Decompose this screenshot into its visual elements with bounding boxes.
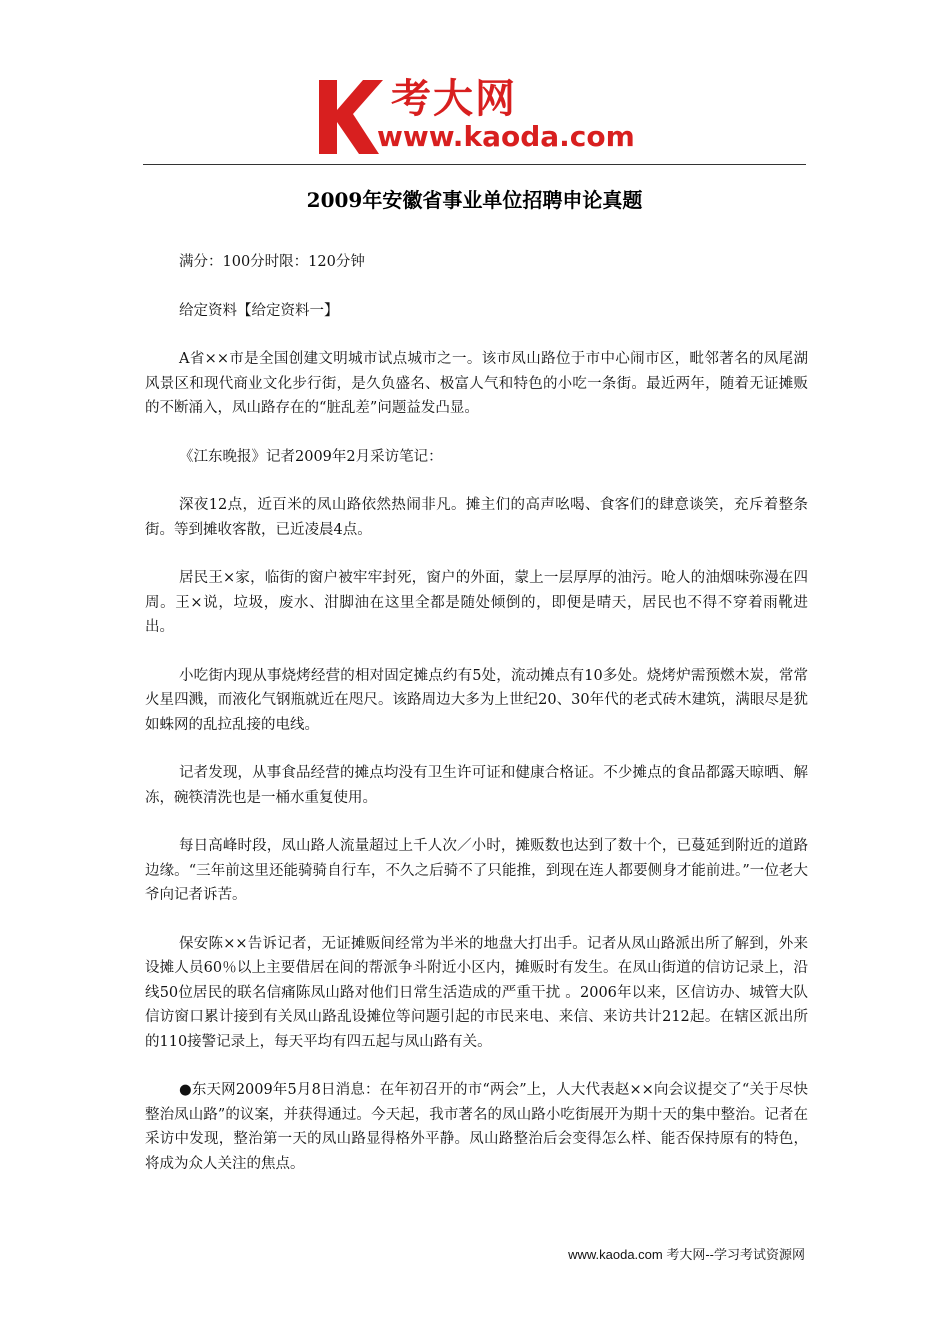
paragraph: 居民王×家，临街的窗户被牢牢封死，窗户的外面，蒙上一层厚厚的油污。呛人的油烟味弥漫在四周。王×说，垃圾，废水、泔脚油在这里全都是随处倾倒的，即便是晴天，居民也不得不穿着雨靴进出。	[145, 570, 808, 635]
header-divider	[143, 164, 806, 165]
site-logo[interactable]	[315, 76, 645, 158]
document-title: 2009年安徽省事业单位招聘申论真题	[306, 188, 643, 212]
paragraph: 《江东晚报》记者2009年2月采访笔记：	[179, 448, 443, 465]
logo-chinese-name: 考大网	[391, 76, 517, 122]
paragraph: 保安陈××告诉记者，无证摊贩间经常为半米的地盘大打出手。记者从凤山路派出所了解到，外来设摊人员60％以上主要借居在间的帮派争斗附近小区内，摊贩时有发生。在凤山街道的信访记录上，沿线50位居民的联名信痛陈凤山路对他们日常生活造成的严重干扰 。2006年以来，区信访办、城管大队信访窗口累计接到有关凤山路乱设摊位等问题引起的市民来电、来信、来访共计212起。在辖区派出所的110接警记录上，每天平均有四五起与凤山路有关。	[145, 935, 808, 1050]
paragraph-score-time: 满分：100分时限：120分钟	[179, 254, 365, 270]
paragraph: ●东天网2009年5月8日消息：在年初召开的市“两会”上，人大代表赵××向会议提交了“关于尽快整治凤山路”的议案，并获得通过。今天起，我市著名的凤山路小吃街展开为期十天的集中整治。记者在采访中发现，整治第一天的凤山路显得格外平静。凤山路整治后会变得怎么样、能否保持原有的特色，将成为众人关注的焦点。	[145, 1082, 808, 1172]
paragraph: 记者发现，从事食品经营的摊点均没有卫生许可证和健康合格证。不少摊点的食品都露天晾晒、解冻，碗筷清洗也是一桶水重复使用。	[145, 765, 808, 806]
page-footer: www.kaoda.com 考大网--学习考试资源网	[568, 1247, 805, 1262]
paragraph: 每日高峰时段，凤山路人流量超过上千人次／小时，摊贩数也达到了数十个，已蔓延到附近的道路边缘。“三年前这里还能骑骑自行车，不久之后骑不了只能推，到现在连人都要侧身才能前进。”一位老大爷向记者诉苦。	[145, 838, 808, 903]
paragraph: 小吃街内现从事烧烤经营的相对固定摊点约有5处，流动摊点有10多处。烧烤炉需预燃木炭，常常火星四溅，而液化气钢瓶就近在咫尺。该路周边大多为上世纪20、30年代的老式砖木建筑，满眼尽是犹如蛛网的乱拉乱接的电线。	[145, 667, 808, 733]
logo-k-icon	[315, 76, 385, 158]
paragraph-material-heading: 给定资料【给定资料一】	[179, 302, 339, 319]
paragraph: A省××市是全国创建文明城市试点城市之一。该市凤山路位于市中心闹市区，毗邻著名的凤尾湖风景区和现代商业文化步行街，是久负盛名、极富人气和特色的小吃一条街。最近两年，随着无证摊贩的不断涌入，凤山路存在的“脏乱差”问题益发凸显。	[145, 351, 808, 416]
document-body	[145, 250, 808, 1200]
logo-url: www.kaoda.com	[377, 120, 635, 153]
paragraph: 深夜12点，近百米的凤山路依然热闹非凡。摊主们的高声吆喝、食客们的肆意谈笑，充斥着整条街。等到摊收客散，已近凌晨4点。	[145, 497, 808, 538]
